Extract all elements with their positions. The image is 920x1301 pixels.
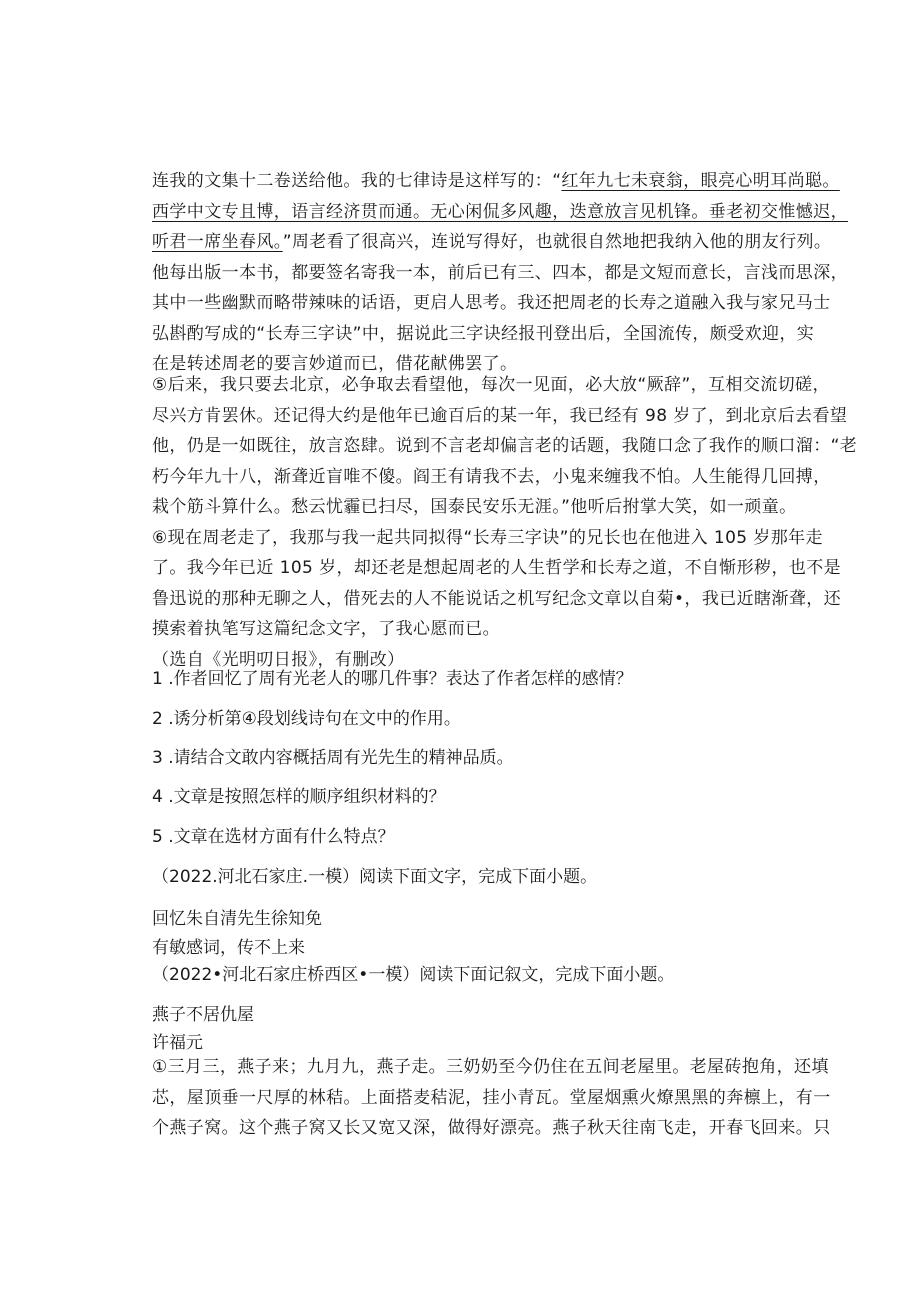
text-line: ①三月三，燕子来；九月九，燕子走。三奶奶至今仍住在五间老屋里。老屋砖抱角，还填 (152, 1057, 829, 1077)
article-title: 燕子不居仇屋 (152, 1005, 254, 1025)
text-line: 芯，屋顶垂一尺厚的林秸。上面搭麦秸泥，挂小青瓦。堂屋烟熏火燎黑黑的奔檩上，有一 (152, 1087, 831, 1108)
question-1: 1 .作者回忆了周有光老人的哪几件事？表达了作者怎样的感情？ (152, 669, 633, 689)
text-line: ⑤后来，我只要去北京，必争取去看望他，每次一见面，必大放“厥辞”，互相交流切磋， (152, 375, 830, 395)
underlined-poem: 听君一席坐春风。 (152, 232, 283, 252)
text-line: 尽兴方肯罢休。还记得大约是他年已逾百后的某一年，我已经有 98 岁了，到北京后去看望 (152, 405, 848, 426)
question-2: 2 .诱分析第④段划线诗句在文中的作用。 (152, 709, 461, 729)
omission-note: 有敏感词，传不上来 (152, 938, 305, 958)
text-line: 鲁迅说的那种无聊之人，借死去的人不能说话之机写纪念文章以自菊•，我已近瞎渐聋，还 (152, 588, 842, 609)
paragraph-1 (152, 1052, 831, 1144)
text-line: 他每出版一本书，都要签名寄我一本，前后已有三、四本，都是文短而意长，言浅而思深， (152, 262, 848, 283)
paragraphs-5-6 (152, 370, 858, 675)
text-line: 了。我今年已近 105 岁，却还老是想起周老的人生哲学和长寿之道，不自惭形秽，也不是 (152, 558, 842, 578)
text-line: 栽个筋斗算什么。愁云忧霾已扫尽，国泰民安乐无涯。”他听后拊掌大笑，如一顽童。 (152, 497, 797, 517)
article-author: 许福元 (152, 1033, 203, 1053)
text-line: 朽今年九十八，渐聋近盲唯不傻。阎王有请我不去，小鬼来缠我不怕。人生能得几回搏， (152, 466, 831, 487)
question-5: 5 .文章在选材方面有什么特点？ (152, 827, 395, 847)
text-line: 听君一席坐春风。”周老看了很高兴，连说写得好，也就很自然地把我纳入他的朋友行列。 (152, 232, 832, 252)
text-line: 弘斟酌写成的“长寿三字诀”中，据说此三字诀经报刊登出后，全国流传，颇受欢迎，实 (152, 323, 815, 344)
text-line: 他，仍是一如既往，放言恣肆。说到不言老却偏言老的话题，我随口念了我作的顺口溜：“老 (152, 436, 858, 456)
text-line: 摸索着执笔写这篇纪念文字，了我心愿而已。 (152, 619, 500, 639)
question-4: 4 .文章是按照怎样的顺序组织材料的？ (152, 787, 446, 807)
text-line: 在是转述周老的要言妙道而已，借花献佛罢了。 (152, 354, 518, 374)
text-line: 连我的文集十二卷送给他。我的七律诗是这样写的：“红年九七未衰翁，眼亮心明耳尚聪。 (152, 171, 840, 191)
article-title: 回忆朱自清先生徐知免 (152, 909, 322, 929)
section-intro: （2022.河北石家庄.一模）阅读下面文字，完成下面小题。 (152, 867, 598, 887)
question-3: 3 .请结合文敢内容概括周有光先生的精神品质。 (152, 748, 514, 768)
section-intro: （2022•河北石家庄桥西区•一模）阅读下面记叙文，完成下面小题。 (152, 965, 675, 985)
text-line (152, 197, 848, 228)
text-line: ⑥现在周老走了，我那与我一起共同拟得“长寿三字诀”的兄长也在他进入 105 岁那年走 (152, 527, 823, 548)
underlined-poem: 红年九七未衰翁，眼亮心明耳尚聪。 (561, 171, 840, 191)
text-line: 个燕子窝。这个燕子窝又长又宽又深，做得好漂亮。燕子秋天往南飞走，开春飞回来。只 (152, 1118, 831, 1138)
paragraph-poem-continuation (152, 166, 848, 380)
text-line: 其中一些幽默而略带辣味的话语，更启人思考。我还把周老的长寿之道融入我与家兄马士 (152, 293, 831, 313)
underlined-poem: 西学中文专且博，语言经济贯而通。无心闲侃多风趣，迭意放言见机锋。垂老初交惟憾迟， (152, 201, 848, 222)
source-note: （选自《光明叨日报》，有删改） (152, 649, 405, 670)
